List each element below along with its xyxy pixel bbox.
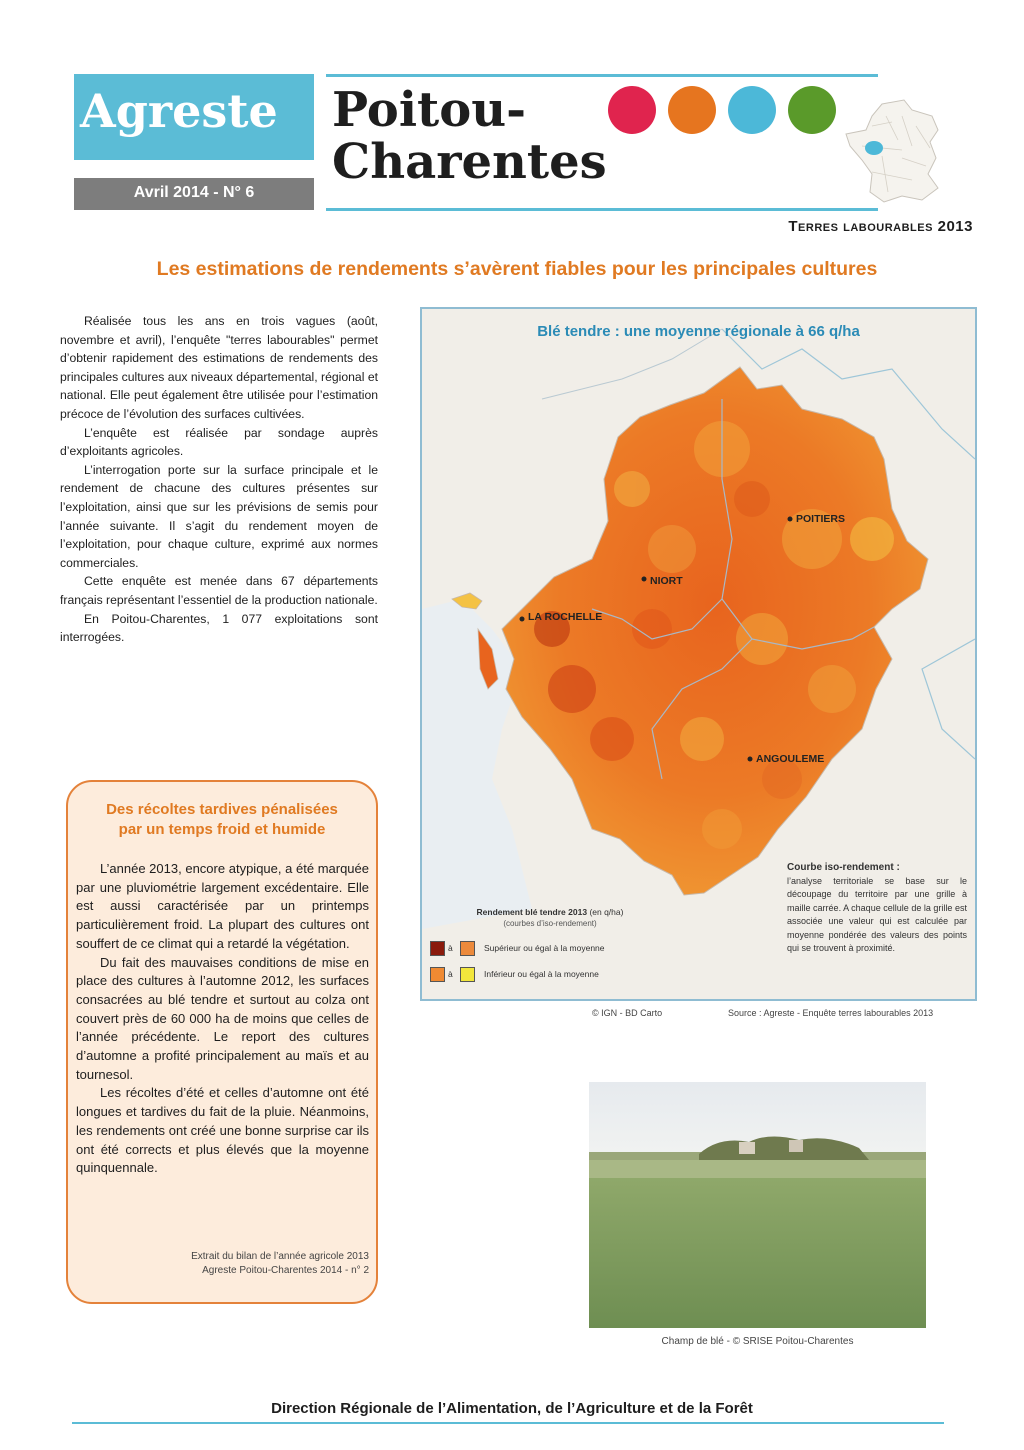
color-dot-green	[788, 86, 836, 134]
legend-title	[440, 907, 660, 917]
issue-number: Avril 2014 - N° 6	[133, 184, 255, 201]
intro-paragraph: Réalisée tous les ans en trois vagues (août, novembre et avril), l’enquête "terres labourables" permet d’obtenir rapidement des estimations de rendements des principales cultures aux niveaux départemental, régional et national. Elle peut également être utilisée pour l’estimation précoce de l’évolution des surfaces cultivées.	[60, 314, 378, 421]
legend-swatch	[460, 941, 475, 956]
intro-text	[60, 312, 378, 647]
iso-note	[787, 861, 967, 956]
highlight-title-line: Des récoltes tardives pénalisées	[106, 801, 338, 818]
legend-swatch	[430, 941, 445, 956]
map-copyright: © IGN - BD Carto	[592, 1008, 663, 1018]
city-label: NIORT	[650, 575, 683, 587]
yield-map-panel	[420, 307, 977, 1001]
legend-subtitle: (courbes d’iso-rendement)	[503, 919, 597, 928]
footer-rule	[72, 1422, 944, 1424]
highlight-box-text	[76, 860, 369, 1178]
highlight-title-line: par un temps froid et humide	[118, 821, 326, 838]
photo-caption: Champ de blé - © SRISE Poitou-Charentes	[661, 1336, 854, 1347]
legend-swatch	[460, 967, 475, 982]
header-rule-bottom	[326, 208, 878, 211]
footer-organization: Direction Régionale de l’Alimentation, de l’Agriculture et de la Forêt	[271, 1400, 753, 1417]
intro-paragraph: Cette enquête est menée dans 67 départements français représentant l’essentiel de la production nationale.	[60, 574, 378, 607]
wheat-field-photo	[589, 1082, 926, 1328]
color-dot-red	[608, 86, 656, 134]
highlight-box-title	[66, 800, 378, 840]
iso-note-text: l’analyse territoriale se base sur le découpage du territoire par une grille à maille carrée. A chaque cellule de la grille est associée une valeur qui est calculée par moyenne pondérée des valeurs des points qui se trouvent à proximité.	[787, 875, 967, 953]
header-rule-top	[326, 74, 878, 77]
color-dot-blue	[728, 86, 776, 134]
legend-label: Supérieur ou égal à la moyenne	[484, 943, 605, 953]
city-label: POITIERS	[796, 513, 846, 525]
footnote-line: Agreste Poitou-Charentes 2014 - n° 2	[202, 1265, 369, 1276]
france-map-icon	[842, 96, 952, 206]
highlight-paragraph: L’année 2013, encore atypique, a été marquée par une pluviométrie largement excédentaire. Elle est aussi caractérisée par un printemps particulièrement froid. La plupart des cultures ont souffert de ce climat qui a retardé la végétation.	[76, 861, 369, 951]
highlight-paragraph: Du fait des mauvaises conditions de mise en place des cultures à l’automne 2012, les surfaces consacrées au blé tendre et surtout au colza ont couvert près de 60 000 ha de moins que celles de l’année précédente. Le report des cultures d’automne a profité principalement au maïs et au tournesol.	[76, 954, 369, 1082]
legend-swatch	[430, 967, 445, 982]
legend-separator: à	[448, 943, 453, 953]
legend-title-text: Rendement blé tendre 2013	[476, 907, 588, 917]
legend-separator: à	[448, 969, 453, 979]
footnote-line: Extrait du bilan de l’année agricole 2013	[191, 1251, 369, 1262]
highlight-paragraph: Les récoltes d’été et celles d’automne ont été longues et tardives du fait de la pluie. Néanmoins, les rendements ont créé une bonne surprise car ils ont été corrects et plus élevés que la moyenne quinquennale.	[76, 1085, 369, 1176]
map-source: Source : Agreste - Enquête terres labourables 2013	[728, 1008, 934, 1018]
map-title: Blé tendre : une moyenne régionale à 66 q/ha	[537, 323, 860, 340]
legend-unit: (en q/ha)	[589, 907, 624, 917]
intro-paragraph: L’interrogation porte sur la surface principale et le rendement de chacune des cultures présentes sur l’exploitation, ainsi que sur les prévisions de semis pour l’année suivante. Il s’agit du rendement moyen de l’exploitation, pour chaque culture, exprimé aux normes commerciales.	[60, 462, 378, 570]
brand-logo: Agreste	[80, 84, 278, 138]
series-title: Terres labourables 2013	[788, 218, 973, 235]
intro-paragraph: En Poitou-Charentes, 1 077 exploitations sont interrogées.	[60, 611, 378, 645]
region-name-line2: Charentes	[332, 134, 607, 190]
intro-paragraph: L’enquête est réalisée par sondage auprès d’exploitants agricoles.	[60, 425, 378, 459]
city-label: ANGOULEME	[756, 753, 825, 765]
city-label: LA ROCHELLE	[528, 611, 603, 623]
page-title: Les estimations de rendements s’avèrent fiables pour les principales cultures	[156, 258, 878, 280]
highlight-footnote	[76, 1250, 369, 1278]
color-dot-orange	[668, 86, 716, 134]
iso-note-title: Courbe iso-rendement :	[787, 862, 900, 873]
region-name-line1: Poitou-	[332, 82, 527, 138]
legend-label: Inférieur ou égal à la moyenne	[484, 969, 599, 979]
